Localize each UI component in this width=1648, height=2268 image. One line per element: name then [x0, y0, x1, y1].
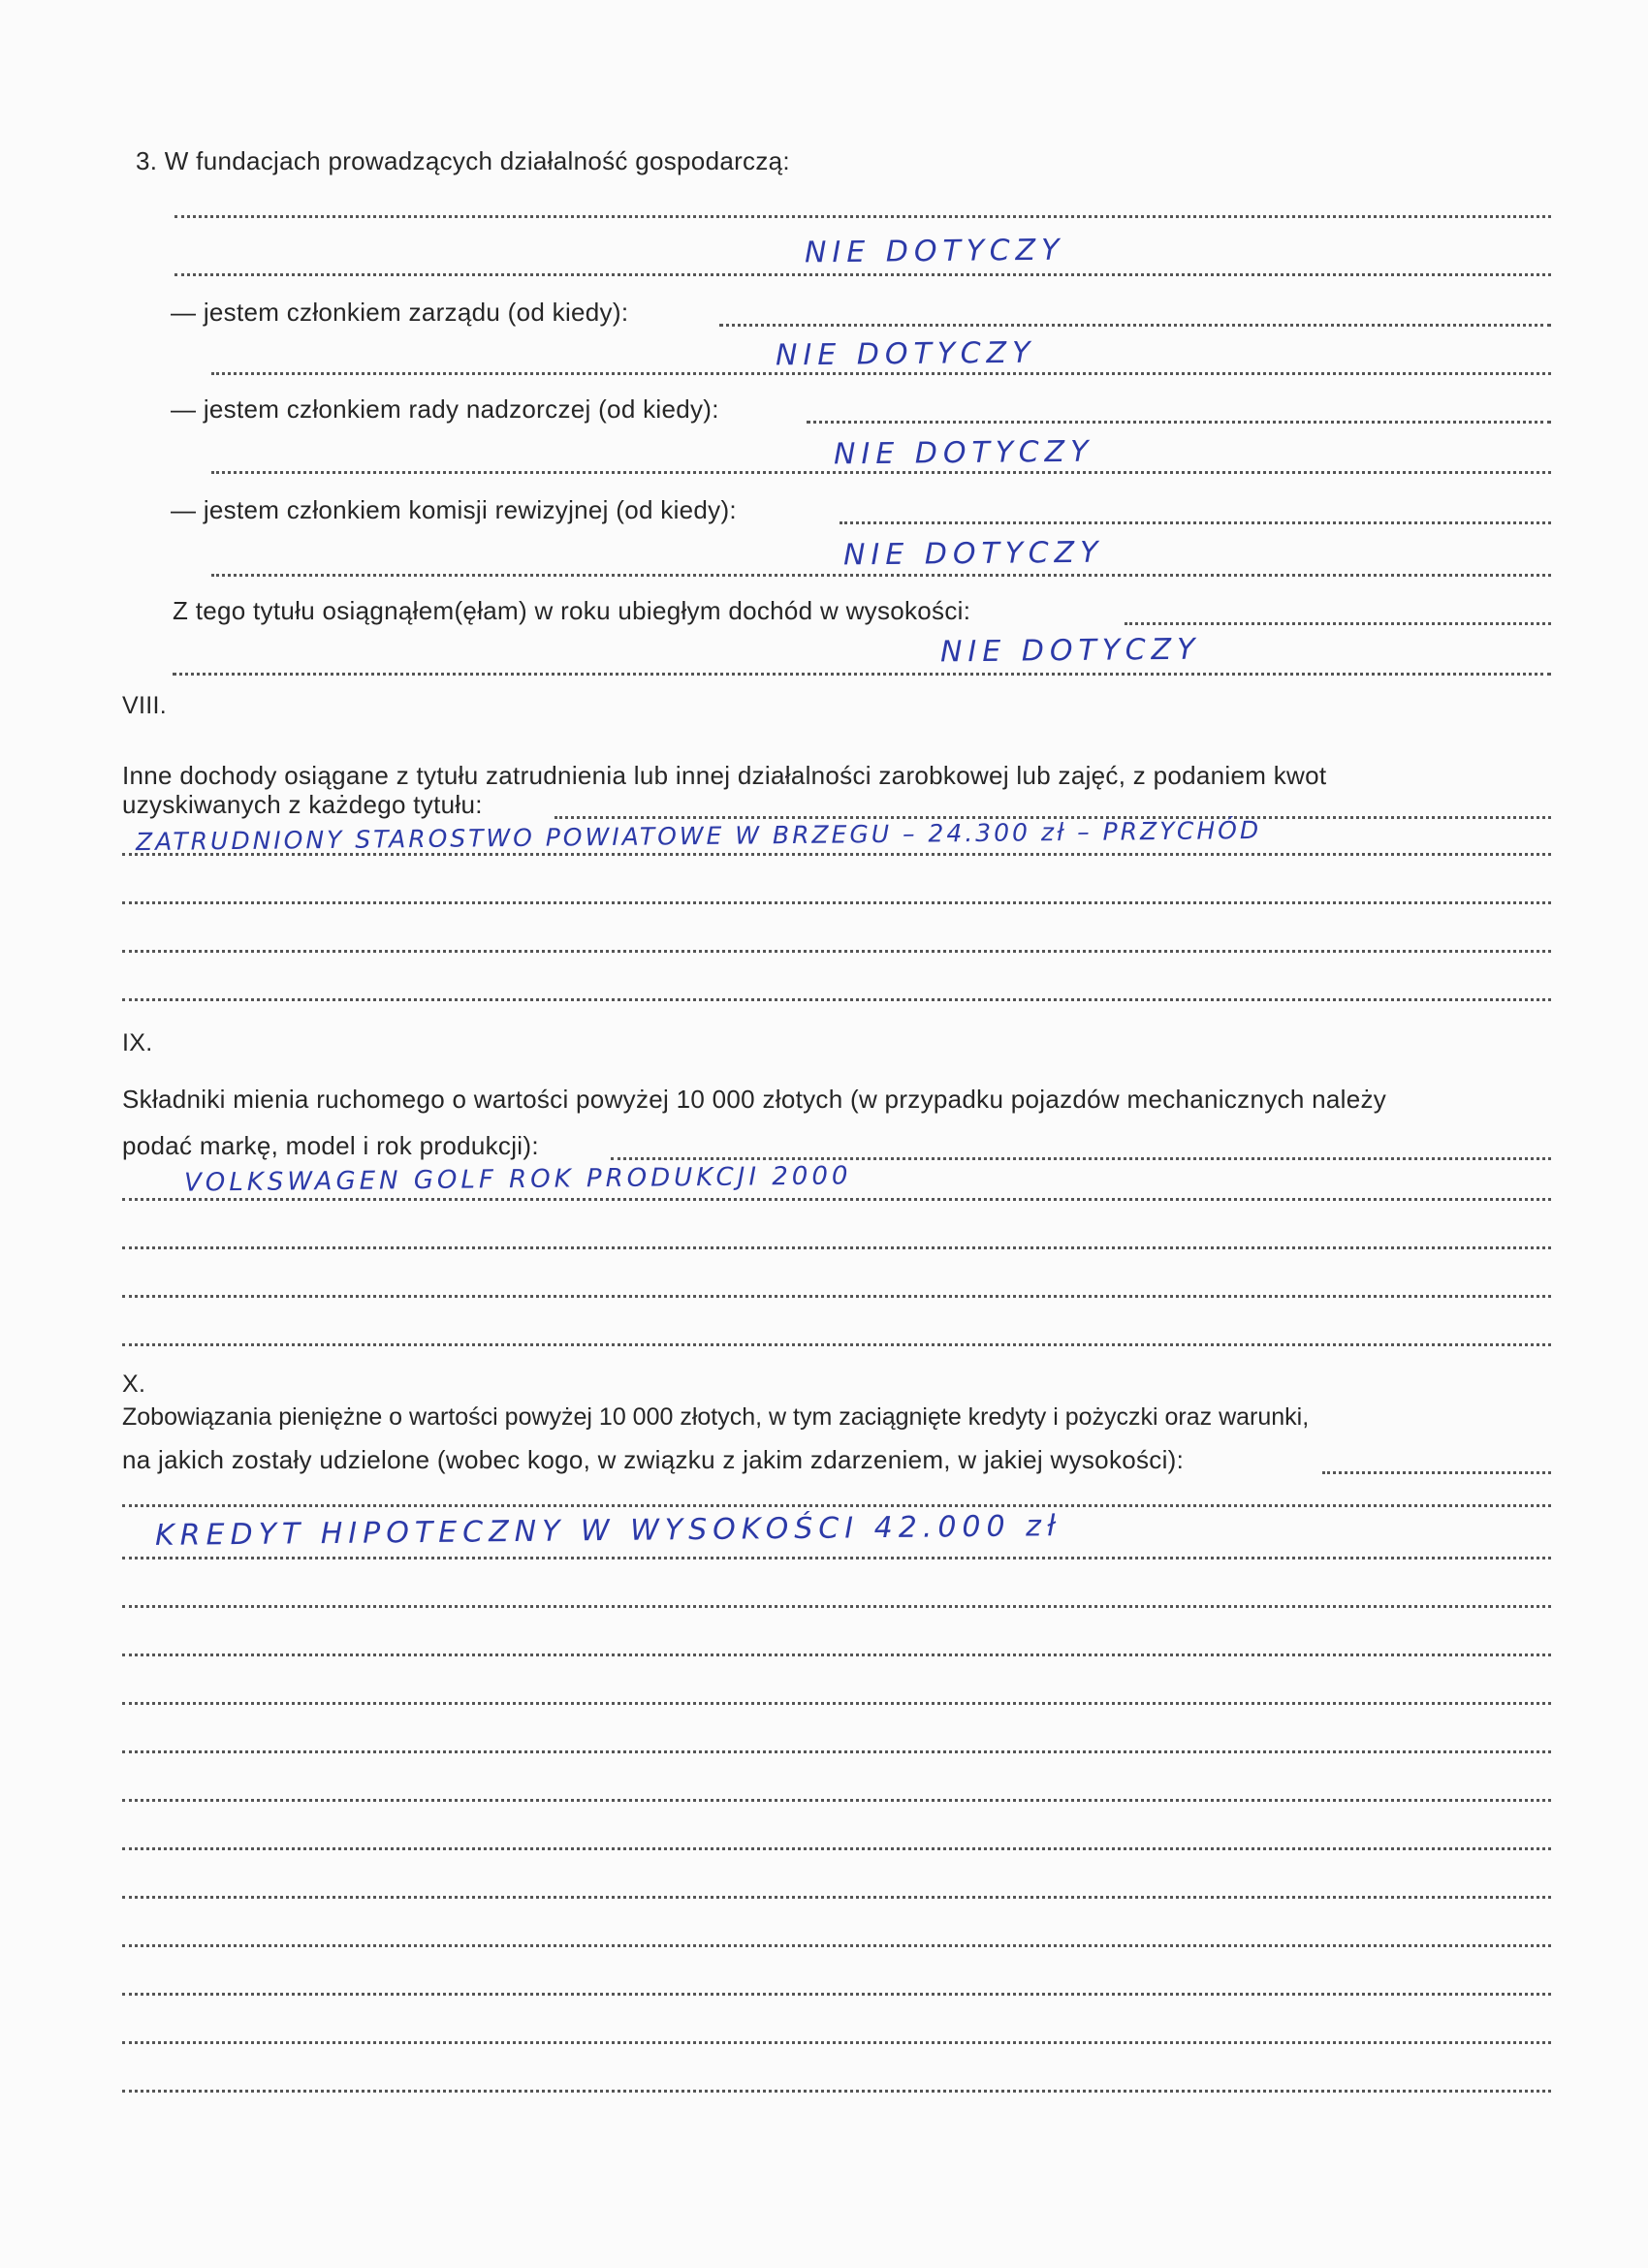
- handwritten-answer: ZATRUDNIONY STAROSTWO POWIATOWE W BRZEGU – 24.300 zł – PRZYCHÓD: [135, 815, 1262, 857]
- dotted-line: [122, 1295, 1551, 1298]
- section3-title: 3. W fundacjach prowadzących działalność gospodarczą:: [136, 146, 790, 175]
- dotted-line: [122, 1605, 1551, 1608]
- handwritten-answer: VOLKSWAGEN GOLF ROK PRODUKCJI 2000: [183, 1161, 852, 1198]
- section9-numeral: IX.: [122, 1029, 153, 1056]
- dotted-line: [173, 673, 1551, 676]
- dotted-line: [1125, 622, 1551, 625]
- section10-numeral: X.: [122, 1370, 146, 1398]
- income-label: Z tego tytułu osiągnąłem(ęłam) w roku ubiegłym dochód w wysokości:: [173, 596, 971, 625]
- section9-text-line1: Składniki mienia ruchomego o wartości powyżej 10 000 złotych (w przypadku pojazdów mechanicznych należy: [122, 1085, 1387, 1114]
- dotted-line: [122, 1557, 1551, 1559]
- dotted-line: [122, 1702, 1551, 1705]
- dotted-line: [807, 421, 1551, 424]
- dotted-line: [211, 372, 1551, 375]
- handwritten-answer: NIE DOTYCZY: [833, 434, 1094, 472]
- dotted-line: [719, 324, 1551, 327]
- handwritten-answer: KREDYT HIPOTECZNY W WYSOKOŚCI 42.000 zł: [154, 1509, 1062, 1553]
- handwritten-answer: NIE DOTYCZY: [804, 233, 1065, 270]
- dotted-line: [122, 1944, 1551, 1947]
- dotted-line: [122, 901, 1551, 904]
- dotted-line: [122, 1847, 1551, 1850]
- board-member-label: — jestem członkiem zarządu (od kiedy):: [171, 298, 629, 327]
- dotted-line: [122, 1799, 1551, 1802]
- dotted-line: [840, 521, 1551, 524]
- section9-text-line2: podać markę, model i rok produkcji):: [122, 1131, 539, 1160]
- dotted-line: [122, 1993, 1551, 1996]
- section10-text-line1: Zobowiązania pieniężne o wartości powyżej 10 000 złotych, w tym zaciągnięte kredyty i pożyczki oraz warunki,: [122, 1403, 1310, 1431]
- dotted-line: [122, 1343, 1551, 1346]
- dotted-line: [1322, 1471, 1551, 1474]
- section8-numeral: VIII.: [122, 692, 167, 719]
- supervisory-board-label: — jestem członkiem rady nadzorczej (od kiedy):: [171, 394, 719, 424]
- section8-text-line1: Inne dochody osiągane z tytułu zatrudnienia lub innej działalności zarobkowej lub zajęć, z podaniem kwot: [122, 761, 1327, 790]
- dotted-line: [122, 853, 1551, 856]
- dotted-line: [122, 998, 1551, 1001]
- audit-committee-label: — jestem członkiem komisji rewizyjnej (od kiedy):: [171, 495, 737, 524]
- dotted-line: [174, 273, 1551, 276]
- dotted-line: [611, 1157, 1551, 1160]
- dotted-line: [122, 1246, 1551, 1249]
- handwritten-answer: NIE DOTYCZY: [939, 632, 1201, 670]
- section8-text-line2: uzyskiwanych z każdego tytułu:: [122, 790, 483, 819]
- dotted-line: [122, 2041, 1551, 2044]
- dotted-line: [122, 2090, 1551, 2093]
- dotted-line: [122, 1654, 1551, 1656]
- dotted-line: [122, 1750, 1551, 1753]
- handwritten-answer: NIE DOTYCZY: [775, 335, 1036, 373]
- dotted-line: [122, 1504, 1551, 1507]
- dotted-line: [122, 1896, 1551, 1899]
- dotted-line: [211, 574, 1551, 577]
- handwritten-answer: NIE DOTYCZY: [842, 535, 1104, 573]
- section10-text-line2: na jakich zostały udzielone (wobec kogo, w związku z jakim zdarzeniem, w jakiej wysokości):: [122, 1445, 1185, 1474]
- dotted-line: [122, 950, 1551, 953]
- dotted-line: [211, 471, 1551, 474]
- dotted-line: [174, 215, 1551, 218]
- dotted-line: [122, 1198, 1551, 1201]
